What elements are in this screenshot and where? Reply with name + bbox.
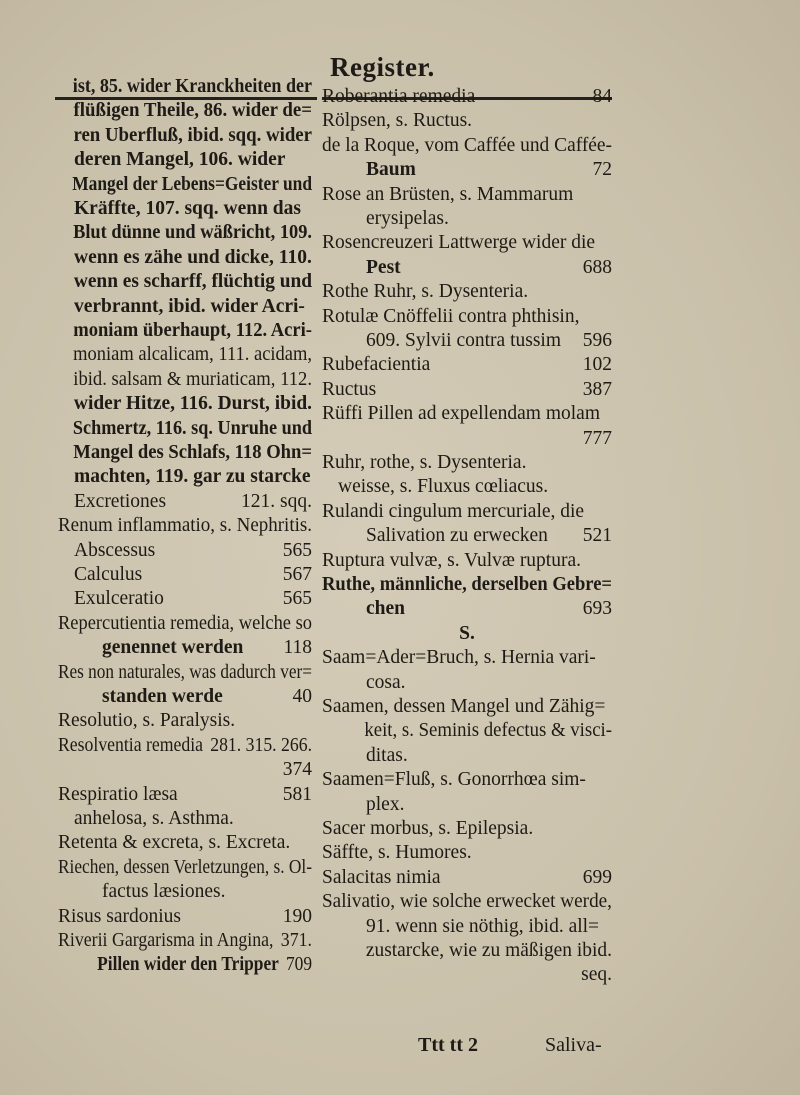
index-entry (58, 831, 312, 855)
entry-text: Saamen=Fluß, s. Gonorrhœa sim- (322, 769, 586, 791)
entry-text: anhelosa, s. Asthma. (74, 808, 234, 829)
index-entry (322, 671, 612, 695)
entry-text: Rölpsen, s. Ructus. (322, 110, 473, 132)
entry-text: flüßigen Theile, 86. wider de= (73, 100, 312, 122)
index-entry (58, 807, 312, 831)
page-reference: 567 (282, 564, 312, 585)
entry-text: Resolventia remedia (58, 734, 203, 756)
entry-text: Saam=Ader=Bruch, s. Hernia vari- (322, 647, 596, 669)
entry-text: verbrannt, ibid. wider Acri- (74, 295, 305, 317)
index-entry (58, 539, 312, 563)
entry-text: Riverii Gargarisma in Angina, (58, 930, 274, 951)
entry-text: ist, 85. wider Kranckheiten der (72, 76, 312, 97)
index-entry (58, 197, 312, 221)
catchword: Saliva- (545, 1034, 602, 1056)
index-entry (322, 719, 612, 743)
index-entry (58, 295, 312, 319)
index-entry (58, 612, 312, 636)
index-entry (322, 134, 612, 158)
entry-text: machten, 119. gar zu starcke (74, 466, 311, 488)
index-entry (322, 597, 612, 621)
entry-text: Pest (366, 256, 401, 278)
entry-text: erysipelas. (366, 208, 449, 229)
index-entry (322, 890, 612, 914)
index-entry (322, 85, 612, 109)
entry-text: Abscessus (74, 539, 156, 561)
page-reference: 40 (292, 686, 312, 707)
entry-text: Rotulæ Cnöffelii contra phthisin, (322, 305, 580, 327)
entry-text: Kräffte, 107. sqq. wenn das (74, 198, 301, 219)
page-reference: 84 (592, 86, 612, 107)
index-entry (322, 744, 612, 768)
entry-text: Repercutientia remedia, welche so (58, 612, 312, 634)
index-entry (58, 417, 312, 441)
page-reference: 699 (582, 866, 612, 888)
entry-text: Exulceratio (74, 588, 164, 610)
index-entry (322, 500, 612, 524)
entry-text: Retenta & excreta, s. Excreta. (58, 832, 291, 854)
entry-text: de la Roque, vom Caffée und Caffée- (322, 134, 612, 156)
page-reference: 72 (592, 159, 612, 181)
index-entry (322, 695, 612, 719)
index-entry (322, 231, 612, 255)
index-entry (322, 280, 612, 304)
entry-text: Excretiones (74, 490, 167, 512)
signature-mark: Ttt tt 2 (418, 1034, 478, 1056)
index-entry (58, 319, 312, 343)
page-reference: 521 (582, 525, 612, 547)
entry-text: 609. Sylvii contra tussim (366, 330, 561, 351)
entry-text: Mangel des Schlafs, 118 Ohn= (73, 442, 312, 463)
entry-text: Renum inflammatio, s. Nephritis. (58, 515, 312, 537)
page-reference: 565 (282, 588, 312, 610)
page-reference: 596 (582, 330, 612, 351)
page-reference: 565 (282, 539, 312, 561)
page-reference: 371. (280, 930, 312, 951)
entry-text: Säffte, s. Humores. (322, 842, 472, 864)
index-entry (58, 636, 312, 660)
index-entry (322, 305, 612, 329)
index-entry (322, 793, 612, 817)
index-entry (322, 402, 612, 426)
entry-text: moniam überhaupt, 112. Acri- (73, 320, 312, 341)
index-entry (58, 783, 312, 807)
index-entry (322, 841, 612, 865)
index-entry (322, 207, 612, 231)
index-entry (58, 221, 312, 245)
entry-text: Rulandi cingulum mercuriale, die (322, 500, 585, 522)
entry-text: Resolutio, s. Paralysis. (58, 710, 236, 732)
entry-text: plex. (366, 793, 405, 815)
entry-text: cosa. (366, 671, 406, 693)
index-entry (58, 343, 312, 367)
page-reference: 281. 315. 266. (210, 734, 312, 756)
index-entry (58, 734, 312, 758)
page-reference: 118 (283, 637, 312, 659)
index-entry (322, 158, 612, 182)
entry-text: Ruptura vulvæ, s. Vulvæ ruptura. (322, 549, 582, 571)
entry-text: Schmertz, 116. sq. Unruhe und (72, 417, 312, 439)
index-entry (58, 124, 312, 148)
index-entry (322, 475, 612, 499)
page-reference: 777 (582, 427, 612, 449)
index-entry (58, 75, 312, 99)
entry-text: wider Hitze, 116. Durst, ibid. (73, 393, 312, 415)
index-entry (58, 441, 312, 465)
index-entry (58, 490, 312, 514)
entry-text: keit, s. Seminis defectus & visci- (364, 720, 612, 742)
entry-text: Rubefacientia (322, 354, 431, 376)
entry-text: Rüffi Pillen ad expellendam molam (322, 403, 600, 425)
page-reference: 688 (582, 256, 612, 278)
entry-text: ditas. (366, 744, 408, 766)
index-entry (322, 817, 612, 841)
page-reference: 102 (582, 354, 612, 376)
index-entry (58, 685, 312, 709)
index-entry (58, 929, 312, 953)
entry-text: Riechen, dessen Verletzungen, s. Ol- (58, 856, 312, 878)
entry-text: Ruthe, männliche, derselben Gebre= (322, 574, 612, 595)
index-entry (322, 256, 612, 280)
index-entry (322, 939, 612, 963)
index-entry (322, 915, 612, 939)
entry-text: Respiratio læsa (58, 783, 178, 805)
index-entry (322, 866, 612, 890)
index-entry (58, 173, 312, 197)
entry-text: Saamen, dessen Mangel und Zähig= (322, 696, 606, 717)
index-entry (322, 963, 612, 987)
index-entry (58, 856, 312, 880)
index-entry (322, 378, 612, 402)
section-letter (322, 622, 612, 646)
index-entry (58, 514, 312, 538)
page-reference: 693 (582, 598, 612, 620)
page-reference: 581 (282, 783, 312, 805)
entry-text: zustarcke, wie zu mäßigen ibid. (365, 940, 612, 961)
page-reference: 387 (582, 378, 612, 400)
index-entry (58, 368, 312, 392)
index-entry (58, 905, 312, 929)
entry-text: Rothe Ruhr, s. Dysenteria. (322, 281, 529, 303)
entry-text: Ructus (322, 378, 377, 400)
index-entry (322, 427, 612, 451)
index-entry (322, 451, 612, 475)
entry-text: Baum (366, 159, 416, 181)
entry-text: weisse, s. Fluxus cœliacus. (338, 476, 549, 498)
entry-text: Rose an Brüsten, s. Mammarum (322, 183, 574, 205)
index-entry (58, 148, 312, 172)
entry-text: Calculus (74, 564, 143, 585)
page-reference: seq. (581, 964, 612, 986)
entry-text: ren Uberfluß, ibid. sqq. wider (73, 124, 312, 146)
entry-text: Salacitas nimia (322, 866, 441, 888)
page-reference: 709 (285, 954, 312, 976)
index-entry (322, 183, 612, 207)
entry-text: Risus sardonius (58, 905, 181, 927)
entry-text: Rosencreuzeri Lattwerge wider die (322, 232, 596, 254)
entry-text: moniam alcalicam, 111. acidam, (73, 344, 312, 366)
page-reference: 374 (282, 759, 312, 781)
page-reference: 121. sqq. (241, 490, 312, 512)
entry-text: Roberantia remedia (322, 86, 476, 107)
entry-text: Blut dünne und wäßricht, 109. (73, 222, 312, 244)
page-title: Register. (330, 52, 435, 82)
index-entry (58, 709, 312, 733)
entry-text: chen (366, 598, 405, 620)
index-entry (58, 465, 312, 489)
entry-text: wenn es scharff, flüchtig und (73, 271, 312, 293)
entry-text: S. (459, 622, 475, 644)
index-entry (58, 392, 312, 416)
index-entry (58, 661, 312, 685)
entry-text: Salivatio, wie solche erwecket werde, (322, 891, 612, 913)
index-entry (322, 768, 612, 792)
index-entry (322, 524, 612, 548)
index-entry (58, 270, 312, 294)
entry-text: deren Mangel, 106. wider (74, 149, 286, 171)
index-entry (58, 587, 312, 611)
entry-text: Pillen wider den Tripper (97, 954, 279, 976)
entry-text: standen werde (102, 686, 223, 707)
entry-text: Ruhr, rothe, s. Dysenteria. (322, 452, 527, 473)
index-entry (58, 758, 312, 782)
index-entry (58, 953, 312, 977)
index-entry (58, 880, 312, 904)
entry-text: genennet werden (102, 637, 244, 659)
index-entry (322, 329, 612, 353)
entry-text: Res non naturales, was dadurch ver= (58, 661, 312, 683)
index-entry (322, 573, 612, 597)
entry-text: ibid. salsam & muriaticam, 112. (73, 368, 312, 390)
index-entry (322, 109, 612, 133)
page-reference: 190 (282, 905, 312, 927)
index-entry (58, 246, 312, 270)
index-entry (322, 353, 612, 377)
index-entry (322, 549, 612, 573)
entry-text: Sacer morbus, s. Epilepsia. (322, 818, 534, 839)
entry-text: 91. wenn sie nöthig, ibid. all= (366, 915, 600, 937)
entry-text: Mangel der Lebens=Geister und (72, 173, 312, 195)
index-entry (58, 563, 312, 587)
entry-text: wenn es zähe und dicke, 110. (74, 246, 312, 268)
index-entry (322, 646, 612, 670)
entry-text: Salivation zu erwecken (366, 525, 548, 547)
entry-text: factus læsiones. (102, 881, 226, 903)
index-entry (58, 99, 312, 123)
